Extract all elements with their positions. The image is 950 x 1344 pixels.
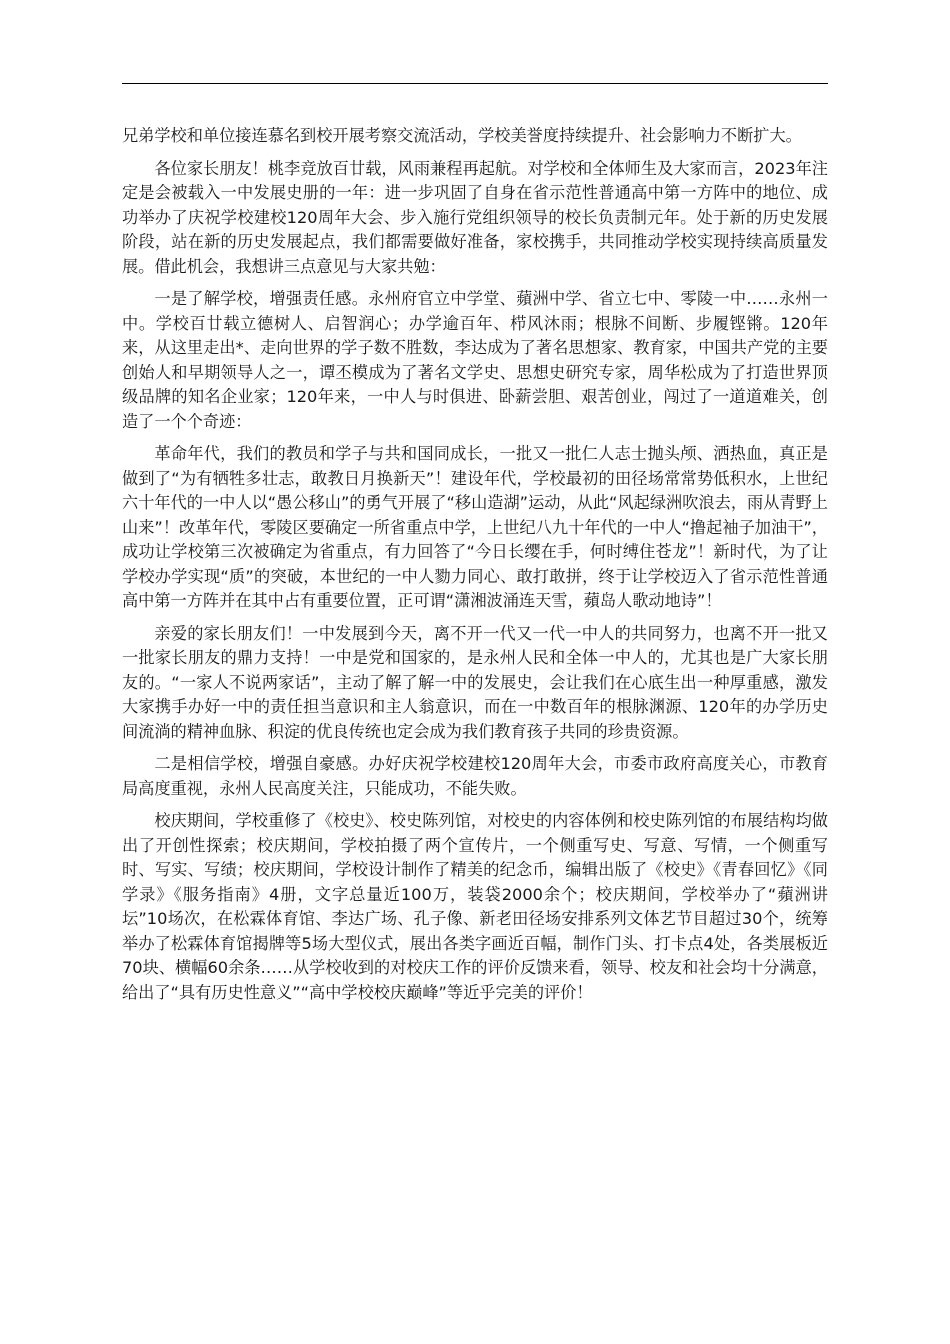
paragraph-point-one: 一是了解学校，增强责任感。永州府官立中学堂、蘋洲中学、省立七中、零陵一中……永州一中。学校百廿载立德树人、启智润心；办学逾百年、栉风沐雨；根脉不间断、步履铿锵。120年来，从这里走出*、走向世界的学子数不胜数，李达成为了著名思想家、教育家，中国共产党的主要创始人和早期领导人之一，谭丕模成为了著名文学史、思想史研究专家，周华松成为了打造世界顶级品牌的知名企业家；120年来，一中人与时俱进、卧薪尝胆、艰苦创业，闯过了一道道难关，创造了一个个奇迹： <box>122 289 828 431</box>
paragraph-anniversary: 校庆期间，学校重修了《校史》、校史陈列馆，对校史的内容体例和校史陈列馆的布展结构均做出了开创性探索；校庆期间，学校拍摄了两个宣传片，一个侧重写史、写意、写情，一个侧重写时、写实、写绩；校庆期间，学校设计制作了精美的纪念币，编辑出版了《校史》《青春回忆》《同学录》《服务指南》4册，文字总量近100万，装袋2000余个；校庆期间，学校举办了“蘋洲讲坛”10场次，在松霖体育馆、李达广场、孔子像、新老田径场安排系列文体艺节目超过30个，统筹举办了松霖体育馆揭牌等5场大型仪式，展出各类字画近百幅，制作门头、打卡点4处，各类展板近70块、横幅60余条……从学校收到的对校庆工作的评价反馈来看，领导、校友和社会均十分满意，给出了“具有历史性意义”“高中学校校庆巅峰”等近乎完美的评价！ <box>122 811 828 1002</box>
header-rule <box>122 83 828 84</box>
paragraph-parents: 亲爱的家长朋友们！一中发展到今天，离不开一代又一代一中人的共同努力，也离不开一批又一批家长朋友的鼎力支持！一中是党和国家的，是永州人民和全体一中人的，尤其也是广大家长朋友的。“一家人不说两家话”，主动了解了解一中的发展史，会让我们在心底生出一种厚重感，激发大家携手办好一中的责任担当意识和主人翁意识，而在一中数百年的根脉渊源、120年的办学历史间流淌的精神血脉、积淀的优良传统也定会成为我们教育孩子共同的珍贵资源。 <box>122 623 828 741</box>
paragraph-history: 革命年代，我们的教员和学子与共和国同成长，一批又一批仁人志士抛头颅、洒热血，真正是做到了“为有牺牲多壮志，敢教日月换新天”！建设年代，学校最初的田径场常常势低积水，上世纪六十年代的一中人以“愚公移山”的勇气开展了“移山造湖”运动，从此“风起绿洲吹浪去，雨从青野上山来”！改革年代，零陵区要确定一所省重点中学，上世纪八九十年代的一中人“撸起袖子加油干”，成功让学校第三次被确定为省重点，有力回答了“今日长缨在手，何时缚住苍龙”！新时代，为了让学校办学实现“质”的突破，本世纪的一中人勠力同心、敢打敢拼，终于让学校迈入了省示范性普通高中第一方阵并在其中占有重要位置，正可谓“潇湘波涌连天雪，蘋岛人歌动地诗”！ <box>122 444 828 610</box>
document-body <box>122 124 828 1013</box>
paragraph-point-two: 二是相信学校，增强自豪感。办好庆祝学校建校120周年大会，市委市政府高度关心，市教育局高度重视，永州人民高度关注，只能成功，不能失败。 <box>122 754 828 798</box>
paragraph-continuation: 兄弟学校和单位接连慕名到校开展考察交流活动，学校美誉度持续提升、社会影响力不断扩大。 <box>122 126 802 145</box>
paragraph-greeting: 各位家长朋友！桃李竞放百廿载，风雨兼程再起航。对学校和全体师生及大家而言，2023年注定是会被载入一中发展史册的一年：进一步巩固了自身在省示范性普通高中第一方阵中的地位、成功举办了庆祝学校建校120周年大会、步入施行党组织领导的校长负责制元年。处于新的历史发展阶段，站在新的历史发展起点，我们都需要做好准备，家校携手，共同推动学校实现持续高质量发展。借此机会，我想讲三点意见与大家共勉： <box>122 158 828 276</box>
